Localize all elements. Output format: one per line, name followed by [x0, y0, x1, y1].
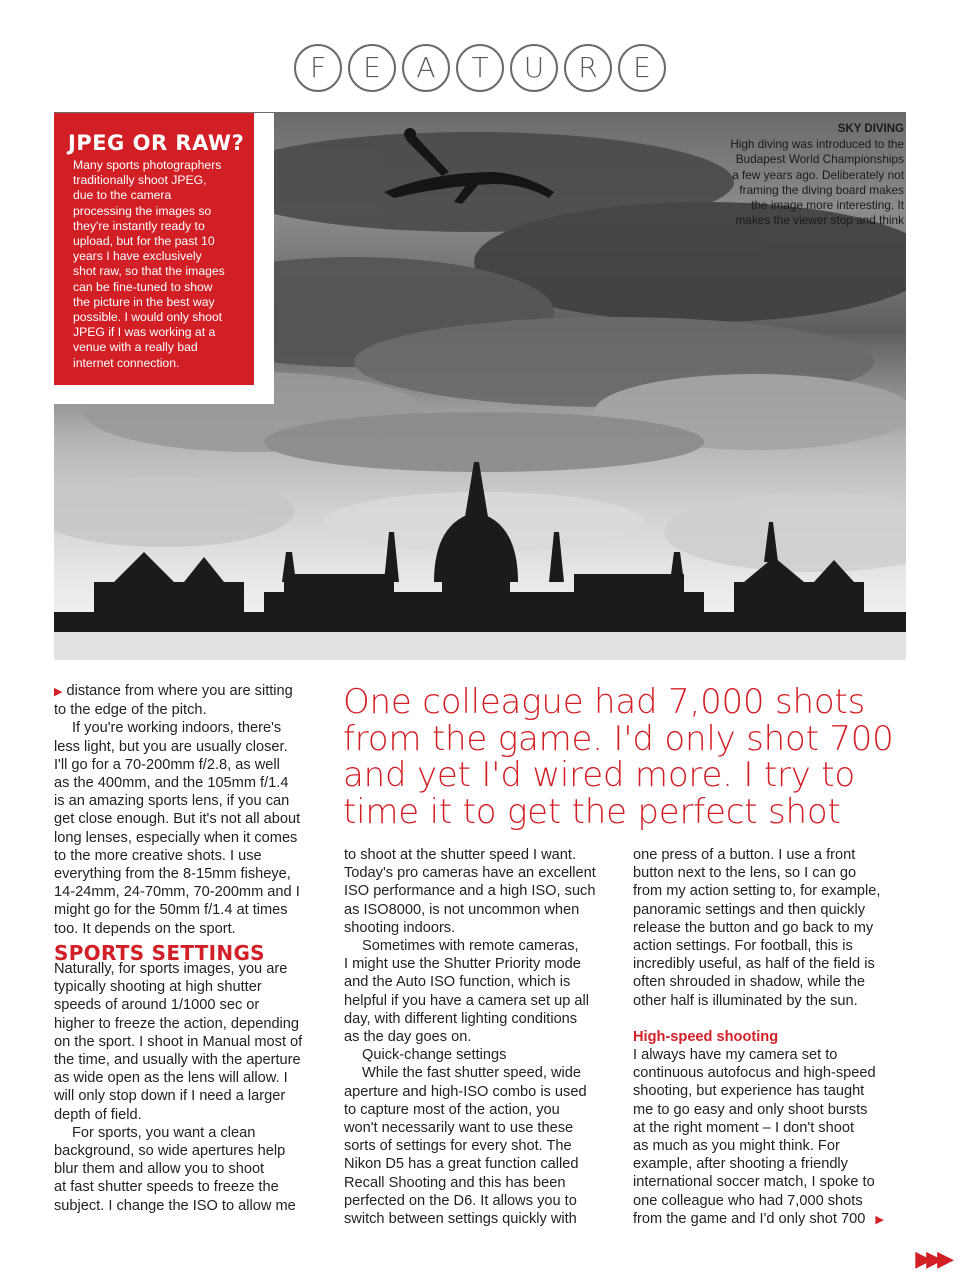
paragraph — [344, 846, 614, 937]
text-line: depth of field. — [54, 1106, 142, 1123]
text-line: If you're working indoors, there's — [72, 720, 282, 737]
text-line: to the more creative shots. I use — [54, 847, 262, 864]
text-line: the time, and usually with the aperture — [54, 1052, 301, 1069]
text-line: 14-24mm, 24-70mm, 70-200mm and I — [54, 884, 300, 901]
feature-letter: E — [618, 44, 666, 92]
text-line: background, so wide apertures help — [54, 1143, 286, 1160]
text-line: sorts of settings for every shot. The — [344, 1138, 572, 1155]
text-line: distance from where you are sitting — [66, 683, 293, 699]
caption-title: SKY DIVING — [837, 123, 904, 135]
text-line: on the sport. I shoot in Manual most of — [54, 1033, 303, 1050]
sidebar-title: JPEG OR RAW? — [68, 131, 245, 155]
text-line: aperture and high-ISO combo is used — [344, 1083, 587, 1100]
text-line: from the game and I'd only shot 700 — [633, 1210, 866, 1227]
photo-caption — [664, 122, 904, 228]
sidebar-line: traditionally shoot JPEG, — [73, 173, 207, 188]
sidebar-line: shot raw, so that the images — [73, 264, 225, 279]
paragraph — [344, 1046, 614, 1064]
section-heading: SPORTS SETTINGS — [54, 940, 265, 965]
sidebar-line: venue with a really bad — [73, 340, 198, 355]
text-line: to the edge of the pitch. — [54, 702, 207, 719]
paragraph — [54, 960, 324, 1124]
text-line: I'll go for a 70-200mm f/2.8, as well — [54, 756, 280, 773]
pull-quote-line: One colleague had 7,000 shots — [343, 682, 866, 722]
text-line: Naturally, for sports images, you are — [54, 961, 288, 978]
feature-letter: U — [510, 44, 558, 92]
text-line: For sports, you want a clean — [72, 1124, 256, 1141]
text-line: Sometimes with remote cameras, — [362, 938, 579, 955]
text-line: helpful if you have a camera set up all — [344, 992, 589, 1009]
text-line: incredibly useful, as half of the field is — [633, 956, 875, 973]
text-line: me to go easy and only shoot bursts — [633, 1101, 868, 1118]
text-line: day, with different lighting conditions — [344, 1010, 578, 1027]
text-line: example, after shooting a friendly — [633, 1156, 848, 1173]
sidebar-line: can be fine-tuned to show — [73, 279, 213, 294]
feature-letter: E — [348, 44, 396, 92]
caption-line: framing the diving board makes — [739, 182, 904, 197]
body-column-2 — [344, 846, 614, 1228]
feature-letter: A — [402, 44, 450, 92]
text-line: too. It depends on the sport. — [54, 920, 236, 937]
text-line: subject. I change the ISO to allow me — [54, 1197, 296, 1214]
sidebar-line: Many sports photographers — [73, 158, 222, 172]
paragraph — [344, 1064, 614, 1228]
text-line: to shoot at the shutter speed I want. — [344, 847, 577, 863]
continue-arrow-icon: ▶ — [54, 686, 63, 698]
next-page-arrows-icon[interactable]: ▶▶▶ — [915, 1246, 948, 1271]
paragraph — [344, 937, 614, 1046]
text-line: While the fast shutter speed, wide — [362, 1065, 582, 1082]
text-line: higher to freeze the action, depending — [54, 1015, 300, 1032]
text-line: Recall Shooting and this has been — [344, 1174, 566, 1191]
text-line: switch between settings quickly with — [344, 1211, 577, 1228]
sidebar-line: they're instantly ready to — [73, 218, 205, 233]
sidebar-line: JPEG if I was working at a — [73, 325, 216, 340]
text-line: to capture most of the action, you — [344, 1101, 560, 1118]
sidebar-line: processing the images so — [73, 203, 212, 218]
text-line: panoramic settings and then quickly — [633, 901, 866, 918]
feature-letter: T — [456, 44, 504, 92]
paragraph — [633, 1046, 907, 1229]
text-line: at fast shutter speeds to freeze the — [54, 1179, 279, 1196]
text-line: perfected on the D6. It allows you to — [344, 1192, 577, 1209]
pull-quote-line: time it to get the perfect shot — [343, 791, 841, 832]
feature-letter: R — [564, 44, 612, 92]
body-column-1 — [54, 682, 324, 1215]
text-line: typically shooting at high shutter — [54, 979, 262, 996]
text-line: as ISO8000, is not uncommon when — [344, 901, 580, 918]
text-line: at the right moment – I don't shoot — [633, 1119, 855, 1136]
text-line: and the Auto ISO function, which is — [344, 974, 571, 991]
text-line: is an amazing sports lens, if you can — [54, 793, 290, 810]
paragraph — [54, 719, 324, 937]
text-line: blur them and allow you to shoot — [54, 1161, 265, 1178]
text-line: shooting, but experience has taught — [633, 1083, 865, 1100]
paragraph — [54, 682, 324, 719]
sidebar-line: upload, but for the past 10 — [73, 234, 215, 249]
continue-arrow-icon: ▶ — [875, 1213, 884, 1226]
text-line: I always have my camera set to — [633, 1047, 838, 1064]
sidebar-line: years I have exclusively — [73, 249, 202, 264]
text-line: might go for the 50mm f/1.4 at times — [54, 902, 288, 919]
sidebar-line: possible. I would only shoot — [73, 310, 223, 325]
paragraph — [54, 1124, 324, 1215]
text-line: Quick-change settings — [362, 1047, 507, 1064]
text-line: get close enough. But it's not all about — [54, 811, 301, 828]
text-line: speeds of around 1/1000 sec or — [54, 997, 260, 1014]
text-line: less light, but you are usually closer. — [54, 738, 288, 755]
text-line: often shrouded in shadow, while the — [633, 974, 866, 991]
subsection-heading: High-speed shooting — [633, 1028, 779, 1045]
sidebar-line: the picture in the best way — [73, 294, 215, 309]
text-line: will only stop down if I need a larger — [54, 1088, 286, 1105]
text-line: everything from the 8-15mm fisheye, — [54, 866, 291, 883]
text-line: as the 400mm, and the 105mm f/1.4 — [54, 775, 289, 792]
sidebar-panel — [54, 113, 254, 385]
feature-header — [0, 44, 960, 92]
sidebar-line: due to the camera — [73, 188, 172, 203]
text-line: Today's pro cameras have an excellent — [344, 865, 596, 882]
text-line: won't necessarily want to use these — [344, 1120, 574, 1137]
caption-line: makes the viewer stop and think — [735, 213, 904, 228]
caption-line: the image more interesting. It — [751, 198, 904, 213]
text-line: one colleague who had 7,000 shots — [633, 1192, 863, 1209]
pull-quote — [343, 684, 913, 830]
text-line: from my action setting to, for example, — [633, 883, 881, 900]
caption-line: Budapest World Championships — [735, 152, 904, 167]
text-line: shooting indoors. — [344, 919, 456, 936]
feature-letter: F — [294, 44, 342, 92]
text-line: I might use the Shutter Priority mode — [344, 956, 581, 973]
sidebar-line: internet connection. — [73, 355, 180, 370]
paragraph — [633, 846, 907, 1010]
text-line: other half is illuminated by the sun. — [633, 992, 858, 1009]
water — [54, 632, 906, 660]
caption-line: a few years ago. Deliberately not — [732, 167, 904, 182]
text-line: continuous autofocus and high-speed — [633, 1065, 876, 1082]
caption-line: High diving was introduced to the — [730, 137, 904, 152]
sidebar-body — [73, 158, 243, 371]
body-column-3 — [633, 846, 907, 1229]
text-line: action settings. For football, this is — [633, 938, 853, 955]
text-line: as the day goes on. — [344, 1029, 472, 1046]
text-line: release the button and go back to my — [633, 919, 874, 936]
sidebar-box — [54, 113, 274, 404]
text-line: as much as you might think. For — [633, 1138, 840, 1155]
text-line: long lenses, especially when it comes — [54, 829, 298, 846]
pull-quote-line: from the game. I'd only shot 700 — [343, 718, 894, 759]
text-line: one press of a button. I use a front — [633, 847, 856, 863]
text-line: ISO performance and a high ISO, such — [344, 883, 596, 900]
text-line: as wide open as the lens will allow. I — [54, 1070, 288, 1087]
text-line: international soccer match, I spoke to — [633, 1174, 875, 1191]
pull-quote-line: and yet I'd wired more. I try to — [343, 755, 856, 795]
text-line: Nikon D5 has a great function called — [344, 1156, 579, 1173]
text-line: button next to the lens, so I can go — [633, 865, 857, 882]
